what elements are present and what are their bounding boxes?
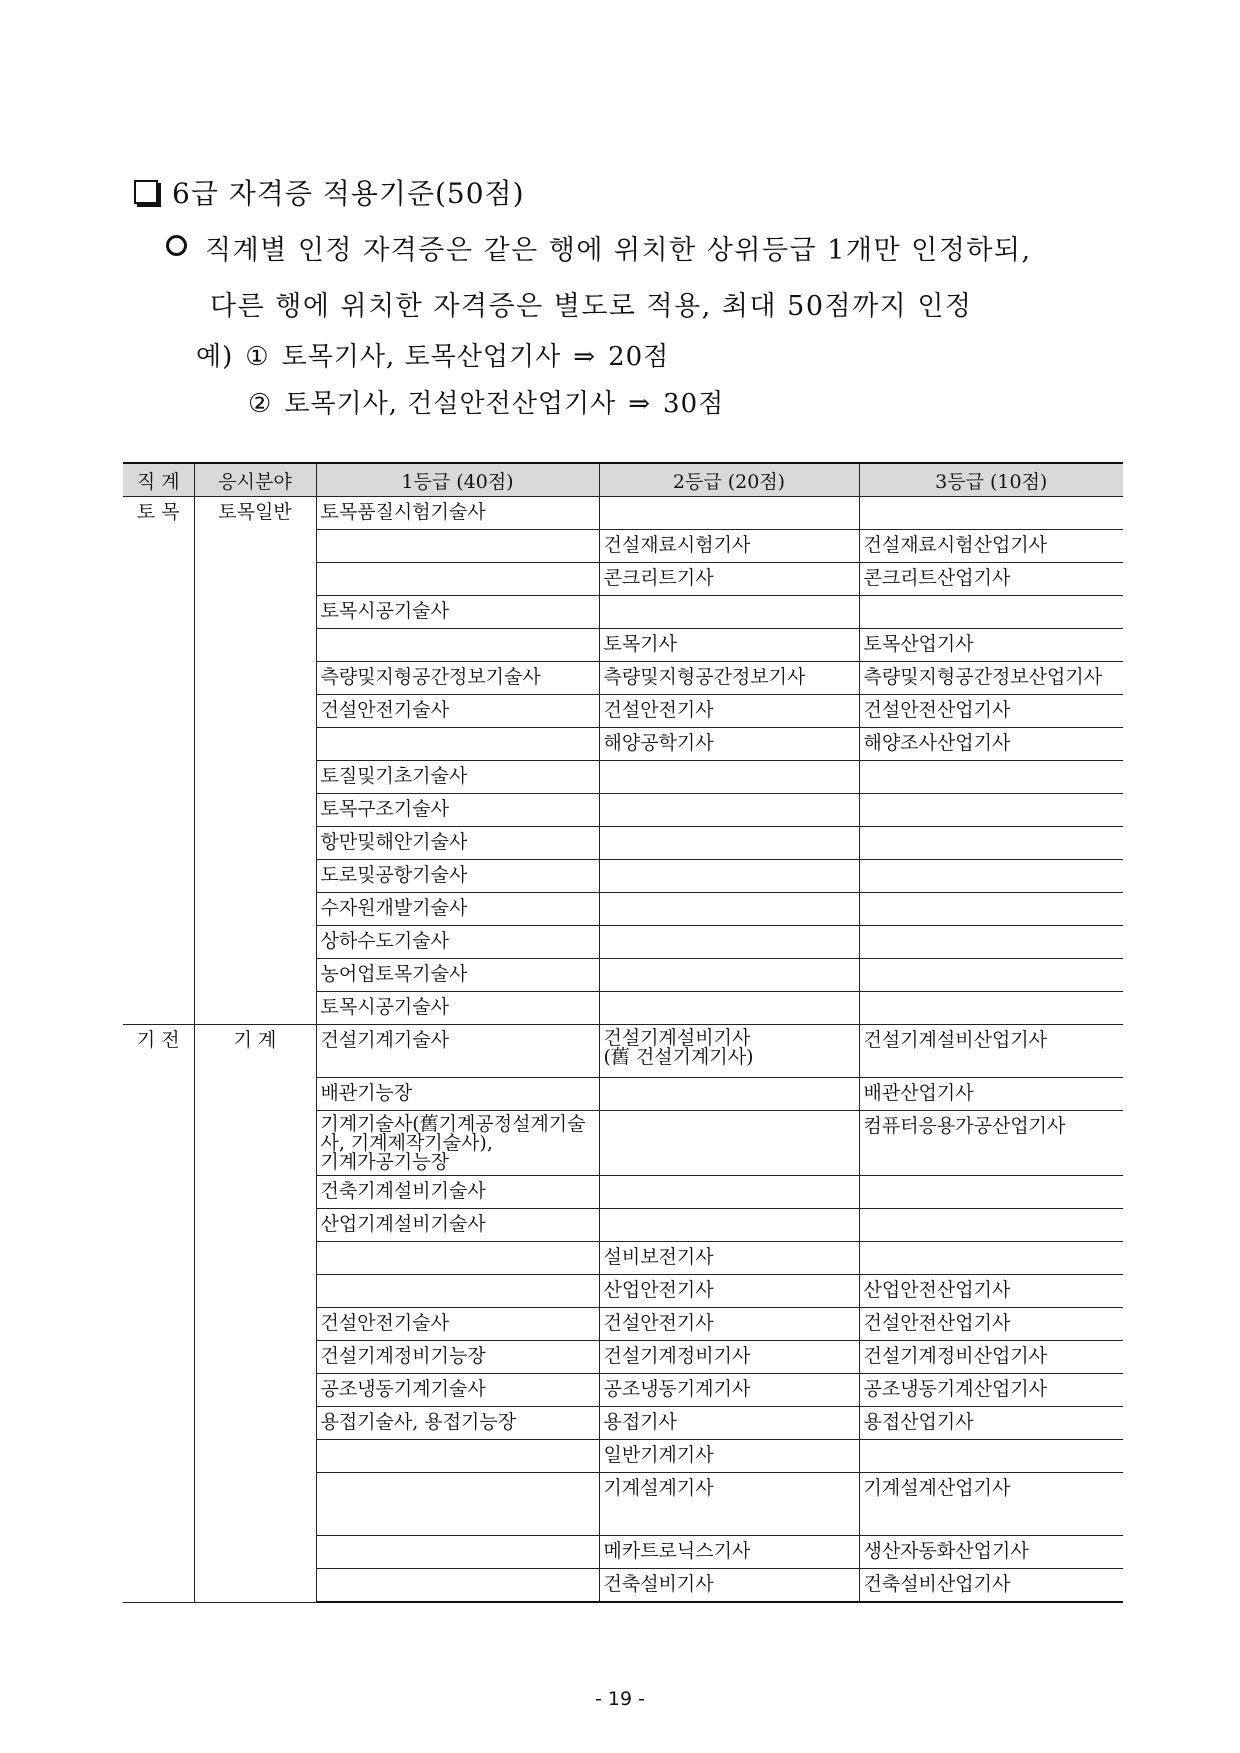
- grade-1-cell: 수자원개발기술사: [316, 893, 599, 926]
- table-header-row: [123, 463, 1123, 497]
- grade-3-cell: [859, 893, 1123, 926]
- grade-2-cell: 용접기사: [599, 1407, 859, 1440]
- grade-2-cell: [599, 1025, 859, 1078]
- grade-2-cell: [599, 926, 859, 959]
- grade-3-cell: 공조냉동기계산업기사: [859, 1374, 1123, 1407]
- grade-3-cell: 건설안전산업기사: [859, 695, 1123, 728]
- example-2-result: 30점: [663, 389, 725, 419]
- grade-1-cell: [316, 1536, 599, 1569]
- grade-1-cell: [316, 1275, 599, 1308]
- grade-3-cell: [859, 1242, 1123, 1275]
- grade-3-cell: [859, 860, 1123, 893]
- field-cell: 기 계: [194, 1025, 316, 1603]
- grade-2-cell: [599, 1176, 859, 1209]
- section-heading: [134, 172, 525, 212]
- grade-2-cell: [599, 794, 859, 827]
- grade-3-cell: 토목산업기사: [859, 629, 1123, 662]
- grade-1-cell: 건설안전기술사: [316, 1308, 599, 1341]
- grade-3-cell: [859, 992, 1123, 1025]
- grade-2-cell: [599, 860, 859, 893]
- grade-3-cell: 측량및지형공간정보산업기사: [859, 662, 1123, 695]
- header-category: 직 계: [123, 463, 194, 497]
- grade-2-cell: 콘크리트기사: [599, 563, 859, 596]
- grade-1-cell: [316, 728, 599, 761]
- grade-2-cell: [599, 497, 859, 530]
- field-cell: 토목일반: [194, 497, 316, 1025]
- grade-2-cell: [599, 959, 859, 992]
- bullet-line-1: [166, 228, 1032, 267]
- table-body: [123, 497, 1123, 1603]
- grade-2-cell: 건설기계정비기사: [599, 1341, 859, 1374]
- grade-2-cell: [599, 1111, 859, 1176]
- grade-1-cell: [316, 563, 599, 596]
- example-1-number: ①: [245, 342, 270, 372]
- grade-1-cell: 항만및해안기술사: [316, 827, 599, 860]
- grade-2-cell: 해양공학기사: [599, 728, 859, 761]
- grade-2-cell: 일반기계기사: [599, 1440, 859, 1473]
- example-1: [196, 336, 669, 373]
- example-label: 예): [196, 342, 234, 372]
- grade-2-cell: 건설안전기사: [599, 695, 859, 728]
- grade-3-cell: [859, 827, 1123, 860]
- grade-2-cell: 메카트로닉스기사: [599, 1536, 859, 1569]
- grade-3-cell: [859, 1209, 1123, 1242]
- grade-3-cell: 산업안전산업기사: [859, 1275, 1123, 1308]
- grade-3-cell: 건설기계설비산업기사: [859, 1025, 1123, 1078]
- grade-1-cell: 토목구조기술사: [316, 794, 599, 827]
- grade-3-cell: 건설안전산업기사: [859, 1308, 1123, 1341]
- grade-3-cell: 배관산업기사: [859, 1078, 1123, 1111]
- grade-1-cell: 공조냉동기계기술사: [316, 1374, 599, 1407]
- grade-1-cell: 용접기술사, 용접기능장: [316, 1407, 599, 1440]
- header-grade-3: 3등급 (10점): [859, 463, 1123, 497]
- grade-3-cell: 해양조사산업기사: [859, 728, 1123, 761]
- header-grade-1: 1등급 (40점): [316, 463, 599, 497]
- grade-1-cell: [316, 530, 599, 563]
- grade-2-cell: 건설재료시험기사: [599, 530, 859, 563]
- grade-1-cell: [316, 1473, 599, 1536]
- grade-1-cell: [316, 1569, 599, 1603]
- grade-3-cell: [859, 926, 1123, 959]
- grade-3-cell: [859, 596, 1123, 629]
- grade-1-cell: 도로및공항기술사: [316, 860, 599, 893]
- grade-2-cell: 측량및지형공간정보기사: [599, 662, 859, 695]
- example-2: [248, 383, 724, 420]
- grade-3-cell: [859, 959, 1123, 992]
- grade-2-cell: 산업안전기사: [599, 1275, 859, 1308]
- page-number: - 19 -: [595, 1688, 645, 1710]
- grade-3-cell: 생산자동화산업기사: [859, 1536, 1123, 1569]
- table-row: [123, 497, 1123, 530]
- grade-3-cell: [859, 794, 1123, 827]
- grade-2-cell: 건설안전기사: [599, 1308, 859, 1341]
- header-grade-2: 2등급 (20점): [599, 463, 859, 497]
- grade-1-cell: 토목시공기술사: [316, 596, 599, 629]
- section-heading-text: 6급 자격증 적용기준(50점): [172, 177, 525, 210]
- grade-1-cell: [316, 1111, 599, 1176]
- grade-3-cell: [859, 1176, 1123, 1209]
- multiline-text: 기계기술사(舊기계공정설계기술사, 기계제작기술사), 기계가공기능장: [320, 1113, 586, 1173]
- grade-3-cell: 콘크리트산업기사: [859, 563, 1123, 596]
- example-2-text: 토목기사, 건설안전산업기사: [284, 389, 617, 419]
- grade-3-cell: 건설재료시험산업기사: [859, 530, 1123, 563]
- grade-1-cell: [316, 629, 599, 662]
- category-cell: 기 전: [123, 1025, 194, 1603]
- grade-1-cell: 토목품질시험기술사: [316, 497, 599, 530]
- grade-1-cell: [316, 1242, 599, 1275]
- grade-3-cell: 기계설계산업기사: [859, 1473, 1123, 1536]
- header-field: 응시분야: [194, 463, 316, 497]
- grade-2-cell: 공조냉동기계기사: [599, 1374, 859, 1407]
- circle-bullet-icon: [166, 235, 187, 256]
- grade-1-cell: 건축기계설비기술사: [316, 1176, 599, 1209]
- category-cell: 토 목: [123, 497, 194, 1025]
- grade-1-cell: 토목시공기술사: [316, 992, 599, 1025]
- example-1-arrow: ⇒: [573, 342, 597, 372]
- grade-2-cell: [599, 893, 859, 926]
- bullet-line-2: 다른 행에 위치한 자격증은 별도로 적용, 최대 50점까지 인정: [210, 291, 973, 322]
- bullet-line-1-text: 직계별 인정 자격증은 같은 행에 위치한 상위등급 1개만 인정하되,: [205, 235, 1032, 266]
- grade-3-cell: [859, 761, 1123, 794]
- grade-2-cell: 설비보전기사: [599, 1242, 859, 1275]
- grade-2-cell: 기계설계기사: [599, 1473, 859, 1536]
- grade-2-cell: 건축설비기사: [599, 1569, 859, 1603]
- grade-1-cell: 건설안전기술사: [316, 695, 599, 728]
- grade-1-cell: 측량및지형공간정보기술사: [316, 662, 599, 695]
- grade-1-cell: 토질및기초기술사: [316, 761, 599, 794]
- grade-1-cell: 산업기계설비기술사: [316, 1209, 599, 1242]
- grade-1-cell: 건설기계정비기능장: [316, 1341, 599, 1374]
- grade-2-cell: [599, 827, 859, 860]
- grade-2-cell: [599, 1209, 859, 1242]
- example-2-arrow: ⇒: [628, 389, 652, 419]
- grade-3-cell: 건축설비산업기사: [859, 1569, 1123, 1603]
- qualification-table: [123, 462, 1123, 1603]
- grade-1-cell: [316, 1440, 599, 1473]
- multiline-text: 건설기계설비기사 (舊 건설기계기사): [603, 1027, 754, 1068]
- example-1-result: 20점: [608, 342, 670, 372]
- grade-3-cell: 용접산업기사: [859, 1407, 1123, 1440]
- grade-2-cell: [599, 761, 859, 794]
- grade-3-cell: [859, 1440, 1123, 1473]
- table-row: [123, 1025, 1123, 1078]
- grade-2-cell: 토목기사: [599, 629, 859, 662]
- grade-2-cell: [599, 992, 859, 1025]
- grade-1-cell: 상하수도기술사: [316, 926, 599, 959]
- checkbox-square-icon: [134, 180, 158, 204]
- grade-1-cell: 배관기능장: [316, 1078, 599, 1111]
- grade-3-cell: 컴퓨터응용가공산업기사: [859, 1111, 1123, 1176]
- grade-1-cell: 건설기계기술사: [316, 1025, 599, 1078]
- grade-3-cell: 건설기계정비산업기사: [859, 1341, 1123, 1374]
- example-1-text: 토목기사, 토목산업기사: [281, 342, 562, 372]
- grade-2-cell: [599, 596, 859, 629]
- grade-3-cell: [859, 497, 1123, 530]
- example-2-number: ②: [248, 389, 273, 419]
- grade-2-cell: [599, 1078, 859, 1111]
- grade-1-cell: 농어업토목기술사: [316, 959, 599, 992]
